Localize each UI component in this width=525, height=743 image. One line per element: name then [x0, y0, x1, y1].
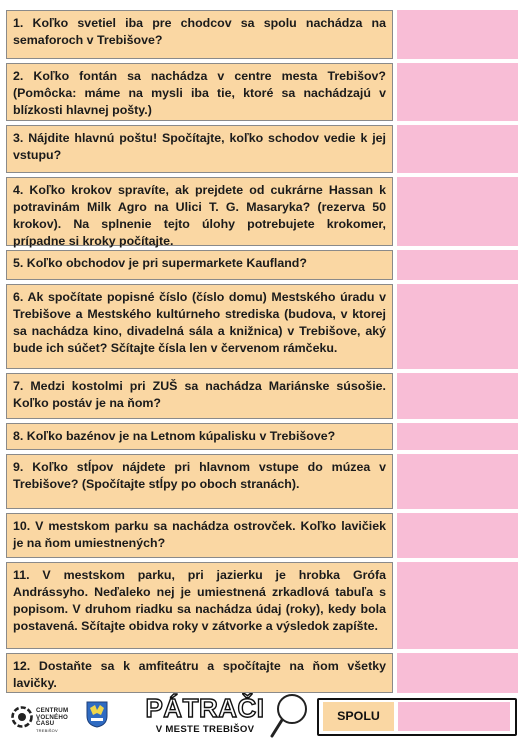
question-1: 1. Koľko svetiel iba pre chodcov sa spolu nachádza na semaforoch v Trebišove?: [6, 10, 393, 59]
cvc-logo-text: [36, 708, 68, 734]
question-2: 2. Koľko fontán sa nachádza v centre mesta Trebišov? (Pomôcka: máme na mysli iba tie, ktoré sa nachádzajú v blízkosti hlavnej pošty.): [6, 63, 393, 121]
answer-cell-10[interactable]: [397, 513, 518, 558]
question-10: 10. V mestskom parku sa nachádza ostrovček. Koľko lavičiek je na ňom umiestnených?: [6, 513, 393, 558]
question-row-12: [6, 653, 518, 693]
question-3: 3. Nájdite hlavnú poštu! Spočítajte, koľko schodov vedie k jej vstupu?: [6, 125, 393, 173]
question-row-2: [6, 63, 518, 121]
answer-cell-9[interactable]: [397, 454, 518, 509]
answer-cell-2[interactable]: [397, 63, 518, 121]
answer-cell-8[interactable]: [397, 423, 518, 450]
question-row-4: [6, 177, 518, 246]
footer: [0, 692, 525, 743]
question-row-10: [6, 513, 518, 558]
answer-cell-6[interactable]: [397, 284, 518, 369]
total-answer-cell[interactable]: [398, 702, 510, 731]
answer-cell-7[interactable]: [397, 373, 518, 419]
logo-text-line-1: CENTRUM: [36, 707, 69, 714]
question-row-1: [6, 10, 518, 59]
question-row-7: [6, 373, 518, 419]
answer-cell-3[interactable]: [397, 125, 518, 173]
magnifier-icon: [270, 692, 310, 738]
answer-cell-5[interactable]: [397, 250, 518, 280]
question-11: 11. V mestskom parku, pri jazierku je hrobka Grófa Andrássyho. Neďaleko nej je umiestnená zrkadlová tabuľa s popisom. V druhom riadku sa nachádza údaj (roky), kedy bola postavená. Sčítajte obidva roky v zátvorke a výsledok zapíšte.: [6, 562, 393, 649]
logo-text-line-2: VOĽNÉHO: [36, 713, 68, 721]
total-label: SPOLU: [323, 702, 394, 731]
question-row-5: [6, 250, 518, 280]
cvc-logo-icon: [10, 705, 34, 729]
question-row-6: [6, 284, 518, 369]
cvc-logo: [10, 702, 76, 736]
logo-text-line-3: ČASU: [36, 720, 55, 728]
question-row-9: [6, 454, 518, 509]
total-box: [317, 698, 517, 736]
game-subtitle: V MESTE TREBIŠOV: [155, 724, 255, 735]
question-9: 9. Koľko stĺpov nájdete pri hlavnom vstupe do múzea v Trebišove? (Spočítajte stĺpy po oboch stranách).: [6, 454, 393, 509]
answer-cell-11[interactable]: [397, 562, 518, 649]
answer-cell-12[interactable]: [397, 653, 518, 693]
question-6: 6. Ak spočítate popisné číslo (číslo domu) Mestského úradu v Trebišove a Mestského kultúrneho strediska (budova, v ktorej sa nachádza kino, divadelná sála a knižnica) v Trebišove, aký bude ich súčet? Sčítajte čísla len v červenom rámčeku.: [6, 284, 393, 369]
question-5: 5. Koľko obchodov je pri supermarkete Kaufland?: [6, 250, 393, 280]
game-title: PÁTRAČI: [145, 693, 265, 723]
question-12: 12. Dostaňte sa k amfiteátru a spočítajte na ňom všetky lavičky.: [6, 653, 393, 693]
answer-cell-1[interactable]: [397, 10, 518, 59]
logo-text-line-4: TREBIŠOV: [36, 727, 58, 733]
answer-cell-4[interactable]: [397, 177, 518, 246]
question-8: 8. Koľko bazénov je na Letnom kúpalisku v Trebišove?: [6, 423, 393, 450]
city-crest-icon: [86, 701, 108, 728]
question-row-3: [6, 125, 518, 173]
question-row-11: [6, 562, 518, 649]
question-4: 4. Koľko krokov spravíte, ak prejdete od cukrárne Hassan k potravinám Milk Agro na Ulici T. G. Masaryka? (rezerva 50 krokov). Na splnenie tejto úlohy potrebujete krokomer, prípadne si kroky počítajte.: [6, 177, 393, 246]
question-7: 7. Medzi kostolmi pri ZUŠ sa nachádza Mariánske súsošie. Koľko postáv je na ňom?: [6, 373, 393, 419]
question-row-8: [6, 423, 518, 450]
